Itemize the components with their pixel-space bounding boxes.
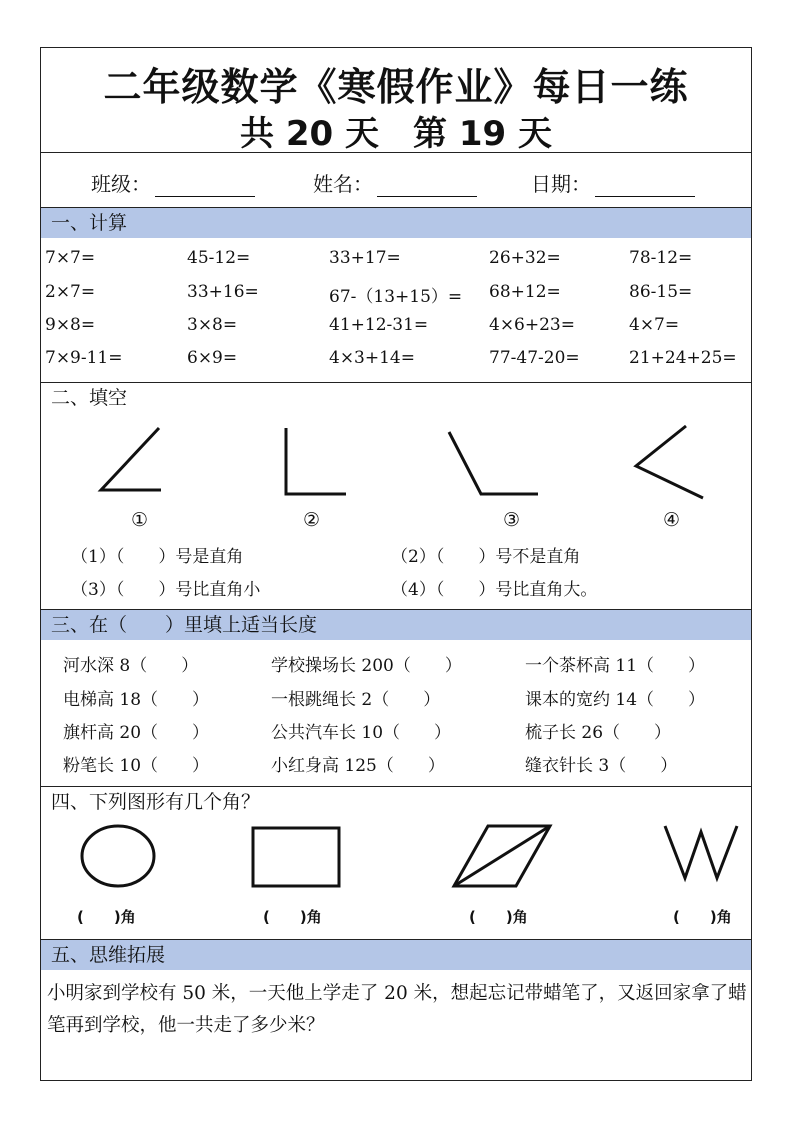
length-item: 学校操场长 200（ ）: [271, 656, 462, 676]
class-blank[interactable]: [155, 178, 255, 197]
length-item: 小红身高 125（ ）: [271, 756, 445, 776]
length-item: 一根跳绳长 2（ ）: [271, 690, 441, 710]
calc-item: 2×7=: [45, 282, 96, 302]
date-blank[interactable]: [595, 178, 695, 197]
calc-item: 7×9-11=: [45, 348, 123, 368]
thinking-problem: 小明家到学校有 50 米，一天他上学走了 20 米，想起忘记带蜡笔了，又返回家拿了蜡笔再到学校，他一共走了多少米？: [47, 983, 747, 1036]
calc-item: 33+16=: [187, 282, 259, 302]
section-header-angles: 四、下列图形有几个角？: [41, 787, 751, 817]
calc-item: 7×7=: [45, 248, 96, 268]
angle-label-1: ①: [131, 509, 149, 531]
w-figure: [665, 826, 737, 878]
length-item: 粉笔长 10（ ）: [63, 756, 210, 776]
fill-question-2: （2）（ ）号不是直角: [391, 547, 581, 567]
calc-item: 4×6+23=: [489, 315, 575, 335]
fill-question-1: （1）（ ）号是直角: [71, 547, 244, 567]
section-header-calc: 一、计算: [41, 208, 751, 238]
calc-item: 68+12=: [489, 282, 561, 302]
angle-1-figure: [101, 428, 161, 490]
length-item: 一个茶杯高 11（ ）: [525, 656, 706, 676]
calc-item: 26+32=: [489, 248, 561, 268]
shape-answer-1: ( )角: [77, 908, 136, 926]
angle-3-figure: [449, 432, 538, 494]
shape-answer-3: ( )角: [469, 908, 528, 926]
calc-item: 41+12-31=: [329, 315, 429, 335]
angle-label-4: ④: [663, 509, 681, 531]
length-item: 电梯高 18（ ）: [63, 690, 210, 710]
shape-figures: [41, 818, 753, 898]
angle-label-2: ②: [303, 509, 321, 531]
length-item: 梳子长 26（ ）: [525, 723, 672, 743]
calc-item: 3×8=: [187, 315, 238, 335]
calc-item: 77-47-20=: [489, 348, 580, 368]
shape-answer-4: ( )角: [673, 908, 732, 926]
name-label: 姓名：: [313, 172, 373, 196]
length-item: 旗杆高 20（ ）: [63, 723, 210, 743]
rectangle-figure: [253, 828, 339, 886]
section-header-fill: 二、填空: [41, 383, 751, 413]
shape-answer-2: ( )角: [263, 908, 322, 926]
section-header-length: 三、在（ ）里填上适当长度: [41, 610, 751, 640]
class-field: [91, 168, 255, 197]
worksheet: [40, 47, 752, 1081]
angle-label-3: ③: [503, 509, 521, 531]
fill-question-4: （4）（ ）号比直角大。: [391, 580, 598, 600]
calc-item: 67-（13+15）=: [329, 287, 463, 307]
fill-question-3: （3）（ ）号比直角小: [71, 580, 261, 600]
length-item: 缝衣针长 3（ ）: [525, 756, 678, 776]
angle-2-figure: [286, 428, 346, 494]
calc-item: 6×9=: [187, 348, 238, 368]
section-header-thinking: 五、思维拓展: [41, 940, 751, 970]
circle-figure: [82, 826, 154, 886]
page-subtitle: 共 20 天 第 19 天: [240, 114, 552, 154]
date-field: [531, 168, 695, 197]
length-item: 公共汽车长 10（ ）: [271, 723, 452, 743]
calc-item: 33+17=: [329, 248, 401, 268]
calc-item: 78-12=: [629, 248, 693, 268]
calc-item: 9×8=: [45, 315, 96, 335]
page-title: 二年级数学《寒假作业》每日一练: [103, 65, 689, 109]
date-label: 日期：: [531, 172, 591, 196]
calc-item: 4×3+14=: [329, 348, 415, 368]
calc-item: 86-15=: [629, 282, 693, 302]
divider: [41, 152, 751, 153]
length-item: 课本的宽约 14（ ）: [525, 690, 706, 710]
parallelogram-diagonal: [454, 826, 550, 886]
calc-item: 21+24+25=: [629, 348, 737, 368]
calc-item: 45-12=: [187, 248, 251, 268]
class-label: 班级：: [91, 172, 151, 196]
calc-item: 4×7=: [629, 315, 680, 335]
length-item: 河水深 8（ ）: [63, 656, 199, 676]
name-field: [313, 168, 477, 197]
angle-4-figure: [636, 426, 703, 498]
name-blank[interactable]: [377, 178, 477, 197]
